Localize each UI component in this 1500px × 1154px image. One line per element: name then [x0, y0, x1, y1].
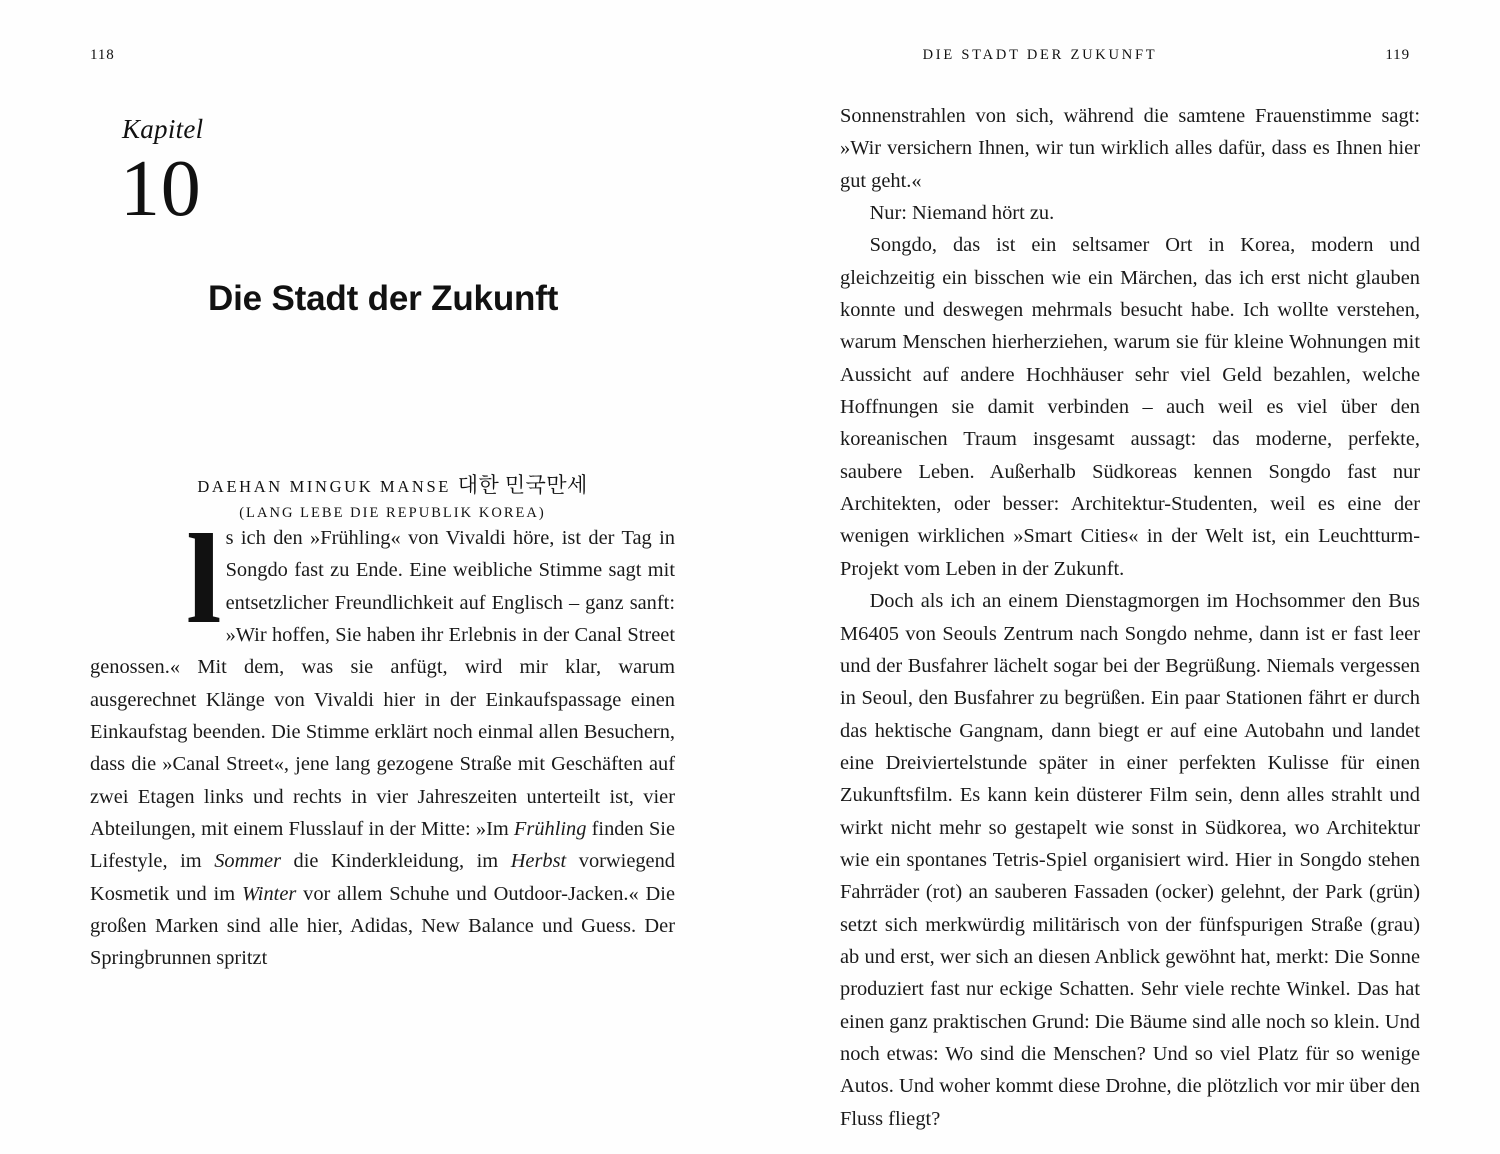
epigraph-romanized-line	[110, 469, 675, 499]
chapter-number: 10	[120, 145, 202, 233]
right-page	[840, 100, 1420, 1135]
chapter-title: Die Stadt der Zukunft	[208, 279, 559, 318]
epigraph-romanized: DAEHAN MINGUK MANSE	[197, 477, 451, 496]
paragraph: Nur: Niemand hört zu.	[869, 202, 1055, 225]
italic-season-autumn: Herbst	[510, 850, 567, 873]
right-page-body	[840, 100, 1420, 1135]
epigraph-translation: (LANG LEBE DIE REPUBLIK KOREA)	[239, 505, 546, 521]
chapter-label: Kapitel	[122, 114, 204, 144]
paragraph-text-cont-1: finden Sie Lifestyle, im	[90, 818, 675, 873]
paragraph-text-cont-3: vorwiegend Kosmetik und im	[90, 850, 676, 905]
paragraph: Songdo, das ist ein seltsamer Ort in Korea, modern und gleichzeitig ein bisschen wie ein Märchen, das ich erst nicht glauben konnte und deswegen mehrmals besucht habe. Ich wollte verstehen, warum Menschen hierherziehen, warum sie für kleine Wohnungen mit Aussicht auf andere Hochhäuser sehr viel Geld bezahlen, welche Hoffnungen sie damit verbinden – auch weil es viel über den koreanischen Traum insgesamt aussagt: das moderne, perfekte, saubere Leben. Außerhalb Südkoreas kennen Songdo fast nur Architekten, oder besser: Architektur-Studenten, weil es eine der wenigen wirklichen »Smart Cities« in der Welt ist, ein Leuchtturm-Projekt vom Leben in der Zukunft.	[840, 234, 1420, 580]
paragraph-text: ls ich den »Frühling« von Vivaldi höre, ist der Tag in Songdo fast zu Ende. Eine weibliche Stimme sagt mit entsetzlicher Freundlichkeit auf Englisch – ganz sanft: »Wir hoffen, Sie haben ihr Erlebnis in der Canal Street genossen.« Mit dem, was sie anfügt, wird mir klar, warum ausgerechnet Klänge von Vivaldi hier in der Einkaufspassage einen Einkaufstag beenden. Die Stimme erklärt noch einmal allen Besuchern, dass die »Canal Street«, jene lang gezogene Straße mit Geschäften auf zwei Etagen links und rechts in vier Jahreszeiten unterteilt ist, vier Abteilungen, mit einem Flusslauf in der Mitte: »Im	[90, 508, 675, 841]
paragraph: Sonnenstrahlen von sich, während die samtene Frauenstimme sagt: »Wir versichern Ihnen, wir tun wirklich alles dafür, dass es Ihnen hier gut geht.«	[840, 105, 1420, 192]
paragraph-text-cont-2: die Kinderkleidung, im	[281, 850, 511, 873]
italic-season-summer: Sommer	[214, 850, 282, 873]
italic-season-winter: Winter	[241, 882, 297, 905]
italic-season-spring: Frühling	[513, 818, 587, 841]
folio-right: 119	[1385, 47, 1410, 63]
running-head: DIE STADT DER ZUKUNFT	[922, 47, 1158, 63]
chapter-epigraph	[90, 469, 675, 522]
epigraph-hangul: 대한 민국만세	[457, 473, 588, 497]
left-page	[90, 100, 675, 975]
paragraph-text-cont-4: vor allem Schuhe und Outdoor-Jacken.« Die großen Marken sind alle hier, Adidas, New Balance und Guess. Der Springbrunnen spritzt	[90, 882, 675, 970]
paragraph: Doch als ich an einem Dienstagmorgen im Hochsommer den Bus M6405 von Seouls Zentrum nach Songdo nehme, dann ist er fast leer und der Busfahrer lächelt sogar bei der Begrüßung. Niemals vergessen in Seoul, den Busfahrer zu begrüßen. Ein paar Stationen fährt er durch das hektische Gangnam, dann biegt er auf eine Autobahn und landet eine Dreiviertelstunde später in einer perfekten Kulisse für einen Zukunftsfilm. Es kann kein düsterer Film sein, denn alles strahlt und wirkt nicht mehr so gestapelt wie sonst in Südkorea, wo Architektur wie ein spontanes Tetris-Spiel organisiert wird. Hier in Songdo stehen Fahrräder (rot) an sauberen Fassaden (ocker) gelehnt, der Park (grün) setzt sich merkwürdig militärisch von der fünfspurigen Straße (grau) ab und erst, wer sich an diesen Anblick gewöhnt hat, merkt: Die Sonne produziert fast nur eckige Schatten. Sehr viele rechte Winkel. Das hat einen ganz praktischen Grund: Die Bäume sind alle noch so klein. Und noch etwas: Wo sind die Menschen? Und so viel Platz für so wenige Autos. Und woher kommt diese Drohne, die plötzlich vor mir über den Fluss fliegt?	[840, 590, 1420, 1130]
folio-left: 118	[90, 47, 115, 63]
